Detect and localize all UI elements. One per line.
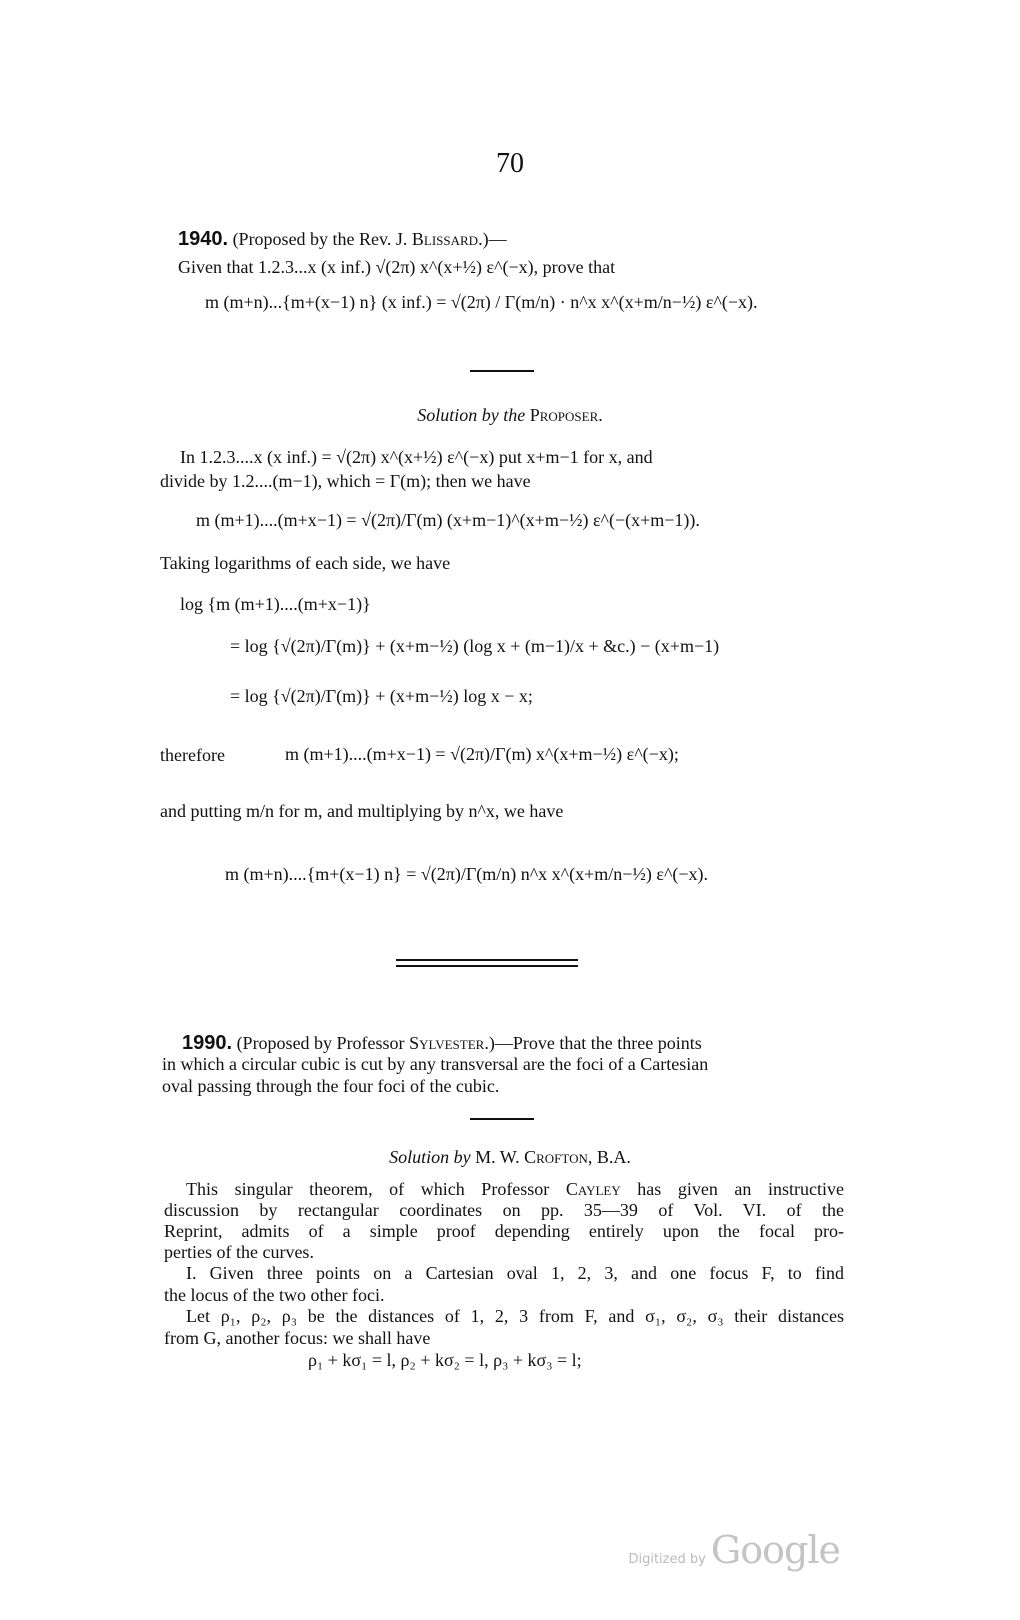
proposed-rest: .)—Prove that the three points [484, 1033, 702, 1053]
problem-1940-equation: m (m+n)...{m+(x−1) n} (x inf.) = √(2π) / Γ(m/n) · n^x x^(x+m/n−½) ε^(−x). [205, 292, 758, 312]
cayley-name: Cayley [565, 1179, 621, 1199]
putting-line: and putting m/n for m, and multiplying by n^x, we have [160, 801, 564, 821]
problem-1990-header [182, 1032, 702, 1054]
proposed-open: (Proposed by the Rev. J. [232, 229, 412, 249]
section-divider [470, 370, 534, 372]
para2-line-2: the locus of the two other foci. [164, 1285, 385, 1305]
solution-heading-prefix: Solution by [389, 1147, 476, 1167]
solution-line-2: divide by 1.2....(m−1), which = Γ(m); then we have [160, 471, 531, 491]
para2-line-1: I. Given three points on a Cartesian oval 1, 2, 3, and one focus F, to find [186, 1263, 844, 1283]
para1-text-a: This singular theorem, of which Professor [186, 1179, 566, 1199]
solution-equation-1: m (m+1)....(m+x−1) = √(2π)/Γ(m) (x+m−1)^(x+m−½) ε^(−(x+m−1)). [196, 510, 700, 530]
solution-1990-heading [0, 1146, 1020, 1168]
double-rule-bottom [396, 965, 578, 967]
solution-1940-heading [0, 404, 1020, 426]
proposed-close: .)— [478, 229, 507, 249]
google-logo: Google [710, 1528, 840, 1572]
problem-number: 1940. [178, 228, 229, 250]
problem-1940-header [178, 228, 507, 250]
proposer-name: Sylvester [409, 1033, 485, 1053]
solution-heading-name: M. W. Crofton, B.A. [475, 1147, 631, 1167]
solution-heading-prefix: Solution by the [417, 405, 530, 425]
para1-text-b: has given an instructive [620, 1179, 844, 1199]
para1-line-1 [186, 1178, 844, 1200]
final-relation: ρ₁ + kσ₁ = l, ρ₂ + kσ₂ = l, ρ₃ + kσ₃ = l; [308, 1350, 582, 1370]
final-equation: m (m+n)....{m+(x−1) n} = √(2π)/Γ(m/n) n^x x^(x+m/n−½) ε^(−x). [225, 864, 709, 884]
para1-line-4: perties of the curves. [164, 1242, 314, 1262]
therefore-word: therefore [160, 745, 225, 765]
therefore-equation: m (m+1)....(m+x−1) = √(2π)/Γ(m) x^(x+m−½) ε^(−x); [285, 744, 679, 764]
proposer-name: Blissard [411, 229, 479, 249]
para1-line-2: discussion by rectangular coordinates on pp. 35—39 of Vol. VI. of the [164, 1200, 844, 1220]
log-line-2: = log {√(2π)/Γ(m)} + (x+m−½) (log x + (m−1)/x + &c.) − (x+m−1) [230, 636, 720, 656]
google-watermark [628, 1528, 840, 1572]
page-number: 70 [496, 148, 524, 179]
problem-number: 1990. [182, 1032, 233, 1054]
log-line-3: = log {√(2π)/Γ(m)} + (x+m−½) log x − x; [230, 686, 533, 706]
problem-1990-line-3: oval passing through the four foci of the cubic. [162, 1076, 500, 1096]
para3-line-1: Let ρ₁, ρ₂, ρ₃ be the distances of 1, 2, 3 from F, and σ₁, σ₂, σ₃ their distances [186, 1306, 844, 1326]
solution-line-1: In 1.2.3....x (x inf.) = √(2π) x^(x+½) ε^(−x) put x+m−1 for x, and [180, 447, 653, 467]
double-rule-top [396, 959, 578, 961]
taking-logarithms: Taking logarithms of each side, we have [160, 553, 451, 573]
problem-1940-given: Given that 1.2.3...x (x inf.) √(2π) x^(x+½) ε^(−x), prove that [178, 257, 616, 277]
proposed-open: (Proposed by Professor [236, 1033, 410, 1053]
para1-line-3: Reprint, admits of a simple proof depending entirely upon the focal pro- [164, 1221, 844, 1241]
para3-line-2: from G, another focus: we shall have [164, 1328, 431, 1348]
problem-1990-line-2: in which a circular cubic is cut by any transversal are the foci of a Cartesian [162, 1054, 709, 1074]
section-divider [470, 1118, 534, 1120]
solution-heading-suffix: . [598, 405, 603, 425]
solution-heading-name: Proposer [529, 405, 599, 425]
log-line-1: log {m (m+1)....(m+x−1)} [180, 594, 371, 614]
watermark-prefix: Digitized by [628, 1552, 706, 1567]
